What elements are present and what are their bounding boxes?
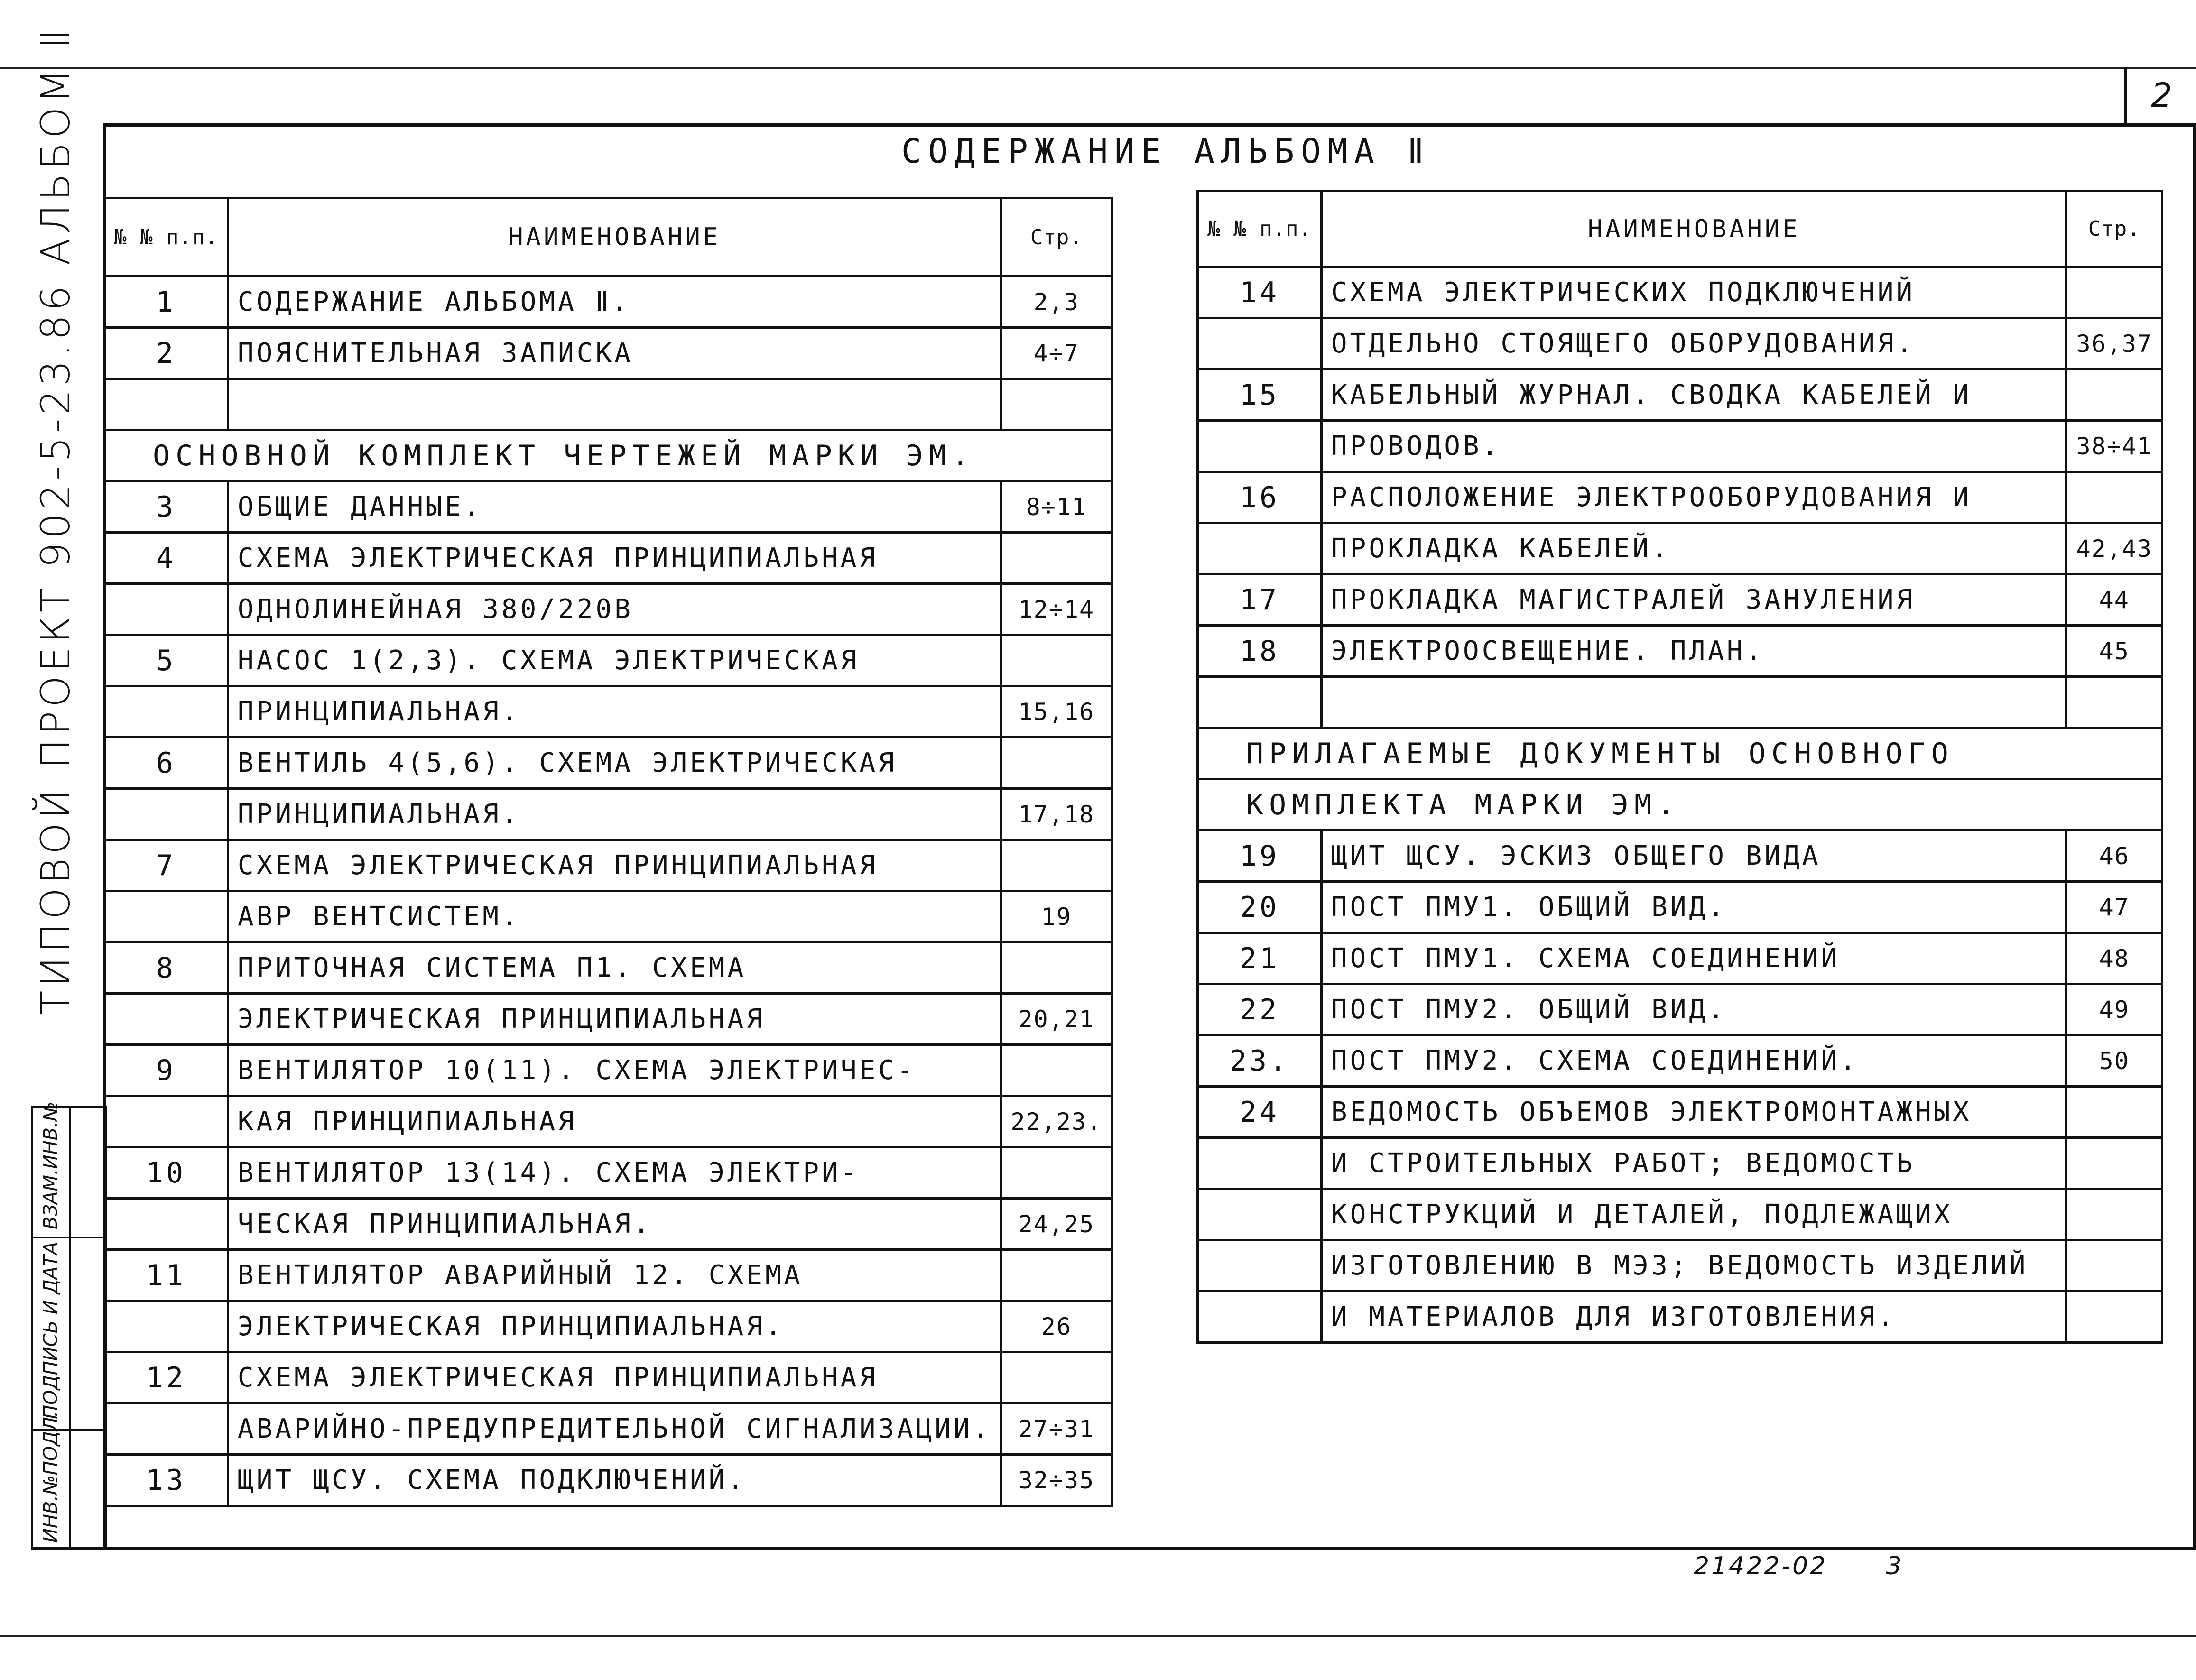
row-number bbox=[1198, 421, 1322, 472]
row-number bbox=[1198, 1189, 1322, 1240]
row-page: 12÷14 bbox=[1001, 584, 1112, 635]
row-page bbox=[1001, 1045, 1112, 1096]
table-row bbox=[104, 584, 1112, 635]
row-page: 15,16 bbox=[1001, 686, 1112, 738]
row-name: ПРИНЦИПИАЛЬНАЯ. bbox=[228, 686, 1001, 738]
row-number bbox=[104, 686, 228, 738]
row-page: 47 bbox=[2066, 882, 2162, 933]
table-row bbox=[104, 1403, 1112, 1455]
row-name: ПРОКЛАДКА МАГИСТРАЛЕЙ ЗАНУЛЕНИЯ bbox=[1321, 574, 2066, 626]
table-row bbox=[1198, 831, 2162, 882]
table-row bbox=[104, 1096, 1112, 1147]
row-number: 24 bbox=[1198, 1087, 1322, 1138]
row-page: 20,21 bbox=[1001, 994, 1112, 1045]
row-page bbox=[1001, 1147, 1112, 1199]
row-number bbox=[1198, 1240, 1322, 1292]
row-name bbox=[1321, 677, 2066, 728]
row-page bbox=[2066, 1087, 2162, 1138]
row-number: 3 bbox=[104, 481, 228, 533]
row-page bbox=[2066, 1138, 2162, 1189]
row-name: ВЕНТИЛЬ 4(5,6). СХЕМА ЭЛЕКТРИЧЕСКАЯ bbox=[228, 738, 1001, 789]
row-name: ЧЕСКАЯ ПРИНЦИПИАЛЬНАЯ. bbox=[228, 1199, 1001, 1250]
page-title: СОДЕРЖАНИЕ АЛЬБОМА Ⅱ bbox=[901, 132, 1431, 171]
row-number: 11 bbox=[104, 1250, 228, 1301]
header-name: НАИМЕНОВАНИЕ bbox=[228, 198, 1001, 277]
table-row bbox=[1198, 1035, 2162, 1087]
table-row bbox=[104, 942, 1112, 994]
row-page bbox=[2066, 677, 2162, 728]
row-number bbox=[1198, 1292, 1322, 1343]
row-name: ОДНОЛИНЕЙНАЯ 380/220В bbox=[228, 584, 1001, 635]
table-row bbox=[104, 1199, 1112, 1250]
table-row bbox=[104, 738, 1112, 789]
row-number: 14 bbox=[1198, 267, 1322, 318]
header-num: № № п.п. bbox=[104, 198, 228, 277]
row-number: 23. bbox=[1198, 1035, 1322, 1087]
table-row bbox=[104, 1045, 1112, 1096]
row-name: ПОСТ ПМУ2. СХЕМА СОЕДИНЕНИЙ. bbox=[1321, 1035, 2066, 1087]
table-row bbox=[1198, 984, 2162, 1035]
row-page: 26 bbox=[1001, 1301, 1112, 1352]
row-name: ЭЛЕКТРИЧЕСКАЯ ПРИНЦИПИАЛЬНАЯ. bbox=[228, 1301, 1001, 1352]
table-row bbox=[104, 481, 1112, 533]
table-row bbox=[1198, 1240, 2162, 1292]
side-title: ТИПОВОЙ ПРОЕКТ 902-5-23.86 АЛЬБОМ Ⅱ bbox=[32, 25, 79, 1015]
row-name: АВАРИЙНО-ПРЕДУПРЕДИТЕЛЬНОЙ СИГНАЛИЗАЦИИ. bbox=[228, 1403, 1001, 1455]
row-page: 45 bbox=[2066, 626, 2162, 677]
row-page bbox=[1001, 1250, 1112, 1301]
header-num: № № п.п. bbox=[1198, 191, 1322, 267]
row-number: 5 bbox=[104, 635, 228, 686]
row-page bbox=[1001, 635, 1112, 686]
row-page: 27÷31 bbox=[1001, 1403, 1112, 1455]
row-page: 36,37 bbox=[2066, 318, 2162, 369]
table-row bbox=[104, 328, 1112, 379]
row-name: ПОЯСНИТЕЛЬНАЯ ЗАПИСКА bbox=[228, 328, 1001, 379]
row-name: СХЕМА ЭЛЕКТРИЧЕСКАЯ ПРИНЦИПИАЛЬНАЯ bbox=[228, 840, 1001, 891]
row-page: 2,3 bbox=[1001, 277, 1112, 328]
row-page bbox=[1001, 840, 1112, 891]
row-page: 46 bbox=[2066, 831, 2162, 882]
row-page: 49 bbox=[2066, 984, 2162, 1035]
row-name: ИЗГОТОВЛЕНИЮ В МЭЗ; ВЕДОМОСТЬ ИЗДЕЛИЙ bbox=[1321, 1240, 2066, 1292]
table-row bbox=[104, 789, 1112, 840]
row-number bbox=[1198, 677, 1322, 728]
table-row bbox=[1198, 1138, 2162, 1189]
table-row bbox=[1198, 1189, 2162, 1240]
table-row bbox=[1198, 523, 2162, 574]
row-page bbox=[2066, 1240, 2162, 1292]
table-row bbox=[1198, 882, 2162, 933]
row-page bbox=[2066, 1189, 2162, 1240]
row-number bbox=[104, 584, 228, 635]
section-title: ПРИЛАГАЕМЫЕ ДОКУМЕНТЫ ОСНОВНОГО bbox=[1198, 728, 2162, 779]
row-name: ПРИНЦИПИАЛЬНАЯ. bbox=[228, 789, 1001, 840]
row-name: ПРИТОЧНАЯ СИСТЕМА П1. СХЕМА bbox=[228, 942, 1001, 994]
row-number: 2 bbox=[104, 328, 228, 379]
row-page: 8÷11 bbox=[1001, 481, 1112, 533]
row-number: 20 bbox=[1198, 882, 1322, 933]
table-row bbox=[1198, 369, 2162, 421]
row-number: 9 bbox=[104, 1045, 228, 1096]
row-number: 8 bbox=[104, 942, 228, 994]
row-name: КОНСТРУКЦИЙ И ДЕТАЛЕЙ, ПОДЛЕЖАЩИХ bbox=[1321, 1189, 2066, 1240]
row-name: ВЕНТИЛЯТОР АВАРИЙНЫЙ 12. СХЕМА bbox=[228, 1250, 1001, 1301]
table-row bbox=[104, 533, 1112, 584]
row-number: 16 bbox=[1198, 472, 1322, 523]
document-code bbox=[1694, 1552, 1904, 1580]
table-row bbox=[104, 1455, 1112, 1506]
table-row bbox=[104, 994, 1112, 1045]
row-name: ПОСТ ПМУ1. СХЕМА СОЕДИНЕНИЙ bbox=[1321, 933, 2066, 984]
row-page: 24,25 bbox=[1001, 1199, 1112, 1250]
row-number: 7 bbox=[104, 840, 228, 891]
row-page bbox=[2066, 369, 2162, 421]
row-number bbox=[104, 1096, 228, 1147]
table-row bbox=[104, 840, 1112, 891]
row-page bbox=[2066, 472, 2162, 523]
row-page bbox=[1001, 942, 1112, 994]
row-page bbox=[2066, 267, 2162, 318]
row-number bbox=[1198, 1138, 1322, 1189]
stamp-replacement-label: ВЗАМ.ИНВ.№ bbox=[40, 1101, 62, 1229]
header-page: Стр. bbox=[2066, 191, 2162, 267]
row-number bbox=[1198, 523, 1322, 574]
row-number bbox=[104, 1301, 228, 1352]
row-number: 19 bbox=[1198, 831, 1322, 882]
row-page: 48 bbox=[2066, 933, 2162, 984]
row-name: ОТДЕЛЬНО СТОЯЩЕГО ОБОРУДОВАНИЯ. bbox=[1321, 318, 2066, 369]
row-page: 19 bbox=[1001, 891, 1112, 942]
row-page: 22,23. bbox=[1001, 1096, 1112, 1147]
row-number: 22 bbox=[1198, 984, 1322, 1035]
row-number bbox=[104, 379, 228, 430]
row-name: ОБЩИЕ ДАННЫЕ. bbox=[228, 481, 1001, 533]
table-row bbox=[104, 635, 1112, 686]
row-number: 17 bbox=[1198, 574, 1322, 626]
row-page bbox=[2066, 1292, 2162, 1343]
row-name: НАСОС 1(2,3). СХЕМА ЭЛЕКТРИЧЕСКАЯ bbox=[228, 635, 1001, 686]
row-page bbox=[1001, 738, 1112, 789]
table-row bbox=[1198, 318, 2162, 369]
row-number: 6 bbox=[104, 738, 228, 789]
sheet-number: 3 bbox=[1886, 1552, 1904, 1580]
section-row bbox=[104, 430, 1112, 481]
stamp-signature-label: ПОДПИСЬ И ДАТА bbox=[40, 1242, 62, 1419]
row-number: 12 bbox=[104, 1352, 228, 1403]
row-page bbox=[1001, 379, 1112, 430]
row-number: 18 bbox=[1198, 626, 1322, 677]
table-row bbox=[104, 1250, 1112, 1301]
table-row bbox=[1198, 472, 2162, 523]
page-number: 2 bbox=[2124, 67, 2196, 123]
row-page: 44 bbox=[2066, 574, 2162, 626]
row-name: СХЕМА ЭЛЕКТРИЧЕСКАЯ ПРИНЦИПИАЛЬНАЯ bbox=[228, 1352, 1001, 1403]
row-name: ВЕНТИЛЯТОР 13(14). СХЕМА ЭЛЕКТРИ- bbox=[228, 1147, 1001, 1199]
table-row bbox=[104, 1301, 1112, 1352]
document-code-number: 21422-02 bbox=[1694, 1552, 1828, 1580]
row-page: 17,18 bbox=[1001, 789, 1112, 840]
row-number: 13 bbox=[104, 1455, 228, 1506]
table-row bbox=[104, 1147, 1112, 1199]
row-name: ЭЛЕКТРИЧЕСКАЯ ПРИНЦИПИАЛЬНАЯ bbox=[228, 994, 1001, 1045]
row-number: 4 bbox=[104, 533, 228, 584]
table-row bbox=[1198, 267, 2162, 318]
contents-table-left bbox=[103, 197, 1113, 1507]
row-name: ВЕНТИЛЯТОР 10(11). СХЕМА ЭЛЕКТРИЧЕС- bbox=[228, 1045, 1001, 1096]
row-name: И СТРОИТЕЛЬНЫХ РАБОТ; ВЕДОМОСТЬ bbox=[1321, 1138, 2066, 1189]
row-name: ПРОКЛАДКА КАБЕЛЕЙ. bbox=[1321, 523, 2066, 574]
table-row bbox=[1198, 626, 2162, 677]
approval-stamp bbox=[31, 1101, 107, 1550]
row-name: КАЯ ПРИНЦИПИАЛЬНАЯ bbox=[228, 1096, 1001, 1147]
row-name: СОДЕРЖАНИЕ АЛЬБОМА Ⅱ. bbox=[228, 277, 1001, 328]
row-number: 10 bbox=[104, 1147, 228, 1199]
header-page: Стр. bbox=[1001, 198, 1112, 277]
row-name: РАСПОЛОЖЕНИЕ ЭЛЕКТРООБОРУДОВАНИЯ И bbox=[1321, 472, 2066, 523]
row-name: И МАТЕРИАЛОВ ДЛЯ ИЗГОТОВЛЕНИЯ. bbox=[1321, 1292, 2066, 1343]
table-row bbox=[1198, 1087, 2162, 1138]
row-name: ПОСТ ПМУ2. ОБЩИЙ ВИД. bbox=[1321, 984, 2066, 1035]
row-name: ПРОВОДОВ. bbox=[1321, 421, 2066, 472]
row-name: СХЕМА ЭЛЕКТРИЧЕСКИХ ПОДКЛЮЧЕНИЙ bbox=[1321, 267, 2066, 318]
row-number: 21 bbox=[1198, 933, 1322, 984]
row-number bbox=[104, 789, 228, 840]
table-row bbox=[1198, 574, 2162, 626]
row-page: 50 bbox=[2066, 1035, 2162, 1087]
stamp-inv-label: ИНВ.№ПОДЛ. bbox=[40, 1411, 62, 1542]
table-row bbox=[104, 379, 1112, 430]
row-number bbox=[104, 891, 228, 942]
table-row bbox=[1198, 1292, 2162, 1343]
section-row bbox=[1198, 779, 2162, 831]
row-number bbox=[104, 994, 228, 1045]
table-row bbox=[104, 891, 1112, 942]
header-name: НАИМЕНОВАНИЕ bbox=[1321, 191, 2066, 267]
table-row bbox=[1198, 933, 2162, 984]
row-name: ЩИТ ЩСУ. СХЕМА ПОДКЛЮЧЕНИЙ. bbox=[228, 1455, 1001, 1506]
row-number: 15 bbox=[1198, 369, 1322, 421]
row-page: 42,43 bbox=[2066, 523, 2162, 574]
section-row bbox=[1198, 728, 2162, 779]
table-row bbox=[1198, 421, 2162, 472]
row-name: КАБЕЛЬНЫЙ ЖУРНАЛ. СВОДКА КАБЕЛЕЙ И bbox=[1321, 369, 2066, 421]
row-number: 1 bbox=[104, 277, 228, 328]
row-name: СХЕМА ЭЛЕКТРИЧЕСКАЯ ПРИНЦИПИАЛЬНАЯ bbox=[228, 533, 1001, 584]
row-number bbox=[104, 1403, 228, 1455]
row-name: ЩИТ ЩСУ. ЭСКИЗ ОБЩЕГО ВИДА bbox=[1321, 831, 2066, 882]
contents-table-right bbox=[1196, 190, 2163, 1344]
section-title: ОСНОВНОЙ КОМПЛЕКТ ЧЕРТЕЖЕЙ МАРКИ ЭМ. bbox=[104, 430, 1112, 481]
table-row bbox=[104, 1352, 1112, 1403]
table-row bbox=[104, 277, 1112, 328]
table-row bbox=[1198, 677, 2162, 728]
table-row bbox=[104, 686, 1112, 738]
section-title: КОМПЛЕКТА МАРКИ ЭМ. bbox=[1198, 779, 2162, 831]
row-number bbox=[1198, 318, 1322, 369]
table-header bbox=[104, 198, 1112, 277]
row-page: 38÷41 bbox=[2066, 421, 2162, 472]
row-number bbox=[104, 1199, 228, 1250]
row-name: ПОСТ ПМУ1. ОБЩИЙ ВИД. bbox=[1321, 882, 2066, 933]
row-name bbox=[228, 379, 1001, 430]
row-page bbox=[1001, 1352, 1112, 1403]
row-page: 4÷7 bbox=[1001, 328, 1112, 379]
row-page: 32÷35 bbox=[1001, 1455, 1112, 1506]
row-name: АВР ВЕНТСИСТЕМ. bbox=[228, 891, 1001, 942]
row-name: ЭЛЕКТРООСВЕЩЕНИЕ. ПЛАН. bbox=[1321, 626, 2066, 677]
row-name: ВЕДОМОСТЬ ОБЪЕМОВ ЭЛЕКТРОМОНТАЖНЫХ bbox=[1321, 1087, 2066, 1138]
table-header bbox=[1198, 191, 2162, 267]
row-page bbox=[1001, 533, 1112, 584]
